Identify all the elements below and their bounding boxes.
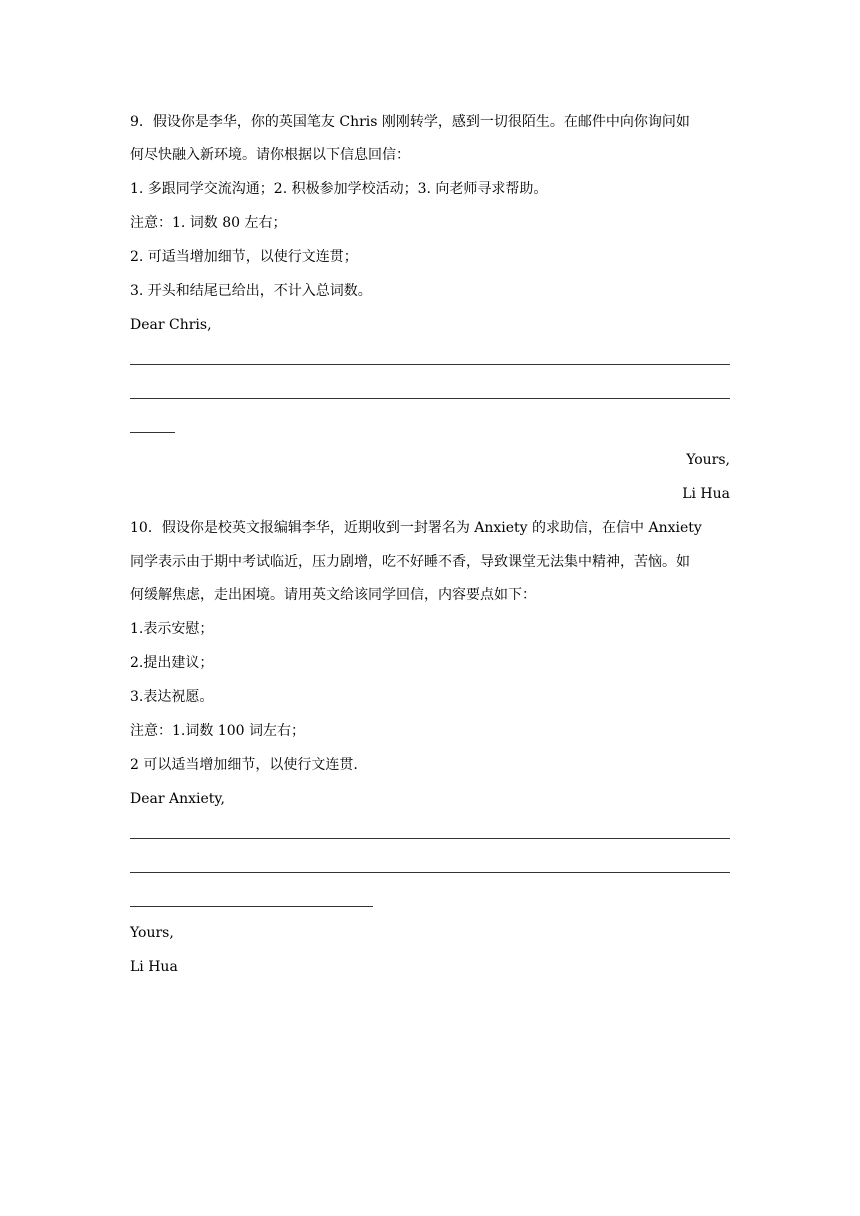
q10-note-2: 2 可以适当增加细节，以使行文连贯. <box>130 757 358 773</box>
q9-answer-line-3[interactable] <box>130 432 175 433</box>
q10-closing: Yours, <box>130 925 174 941</box>
q10-key-point-2: 2.提出建议； <box>130 655 214 671</box>
q10-key-point-3: 3.表达祝愿。 <box>130 689 214 705</box>
q9-prompt-line-1: 9．假设你是李华，你的英国笔友 Chris 刚刚转学，感到一切很陌生。在邮件中向你询问如 <box>130 114 690 130</box>
q10-answer-line-3[interactable] <box>130 906 373 907</box>
q10-prompt-line-1: 10．假设你是校英文报编辑李华，近期收到一封署名为 Anxiety 的求助信，在信中 Anxiety <box>130 520 702 536</box>
q9-prompt-line-2: 何尽快融入新环境。请你根据以下信息回信： <box>130 147 410 163</box>
q10-prompt-line-3: 何缓解焦虑，走出困境。请用英文给该同学回信，内容要点如下： <box>130 587 536 603</box>
q9-note-3: 3. 开头和结尾已给出，不计入总词数。 <box>130 283 372 299</box>
q9-answer-line-2[interactable] <box>130 398 730 399</box>
q10-answer-line-1[interactable] <box>130 838 730 839</box>
q9-note-2: 2. 可适当增加细节，以使行文连贯； <box>130 249 358 265</box>
q10-note-1: 注意：1.词数 100 词左右； <box>130 723 305 739</box>
q9-note-1: 注意：1. 词数 80 左右； <box>130 215 287 231</box>
q10-key-point-1: 1.表示安慰； <box>130 621 214 637</box>
q9-closing: Yours, <box>686 452 730 468</box>
q10-answer-line-2[interactable] <box>130 872 730 873</box>
q9-answer-line-1[interactable] <box>130 364 730 365</box>
q10-prompt-line-2: 同学表示由于期中考试临近，压力剧增，吃不好睡不香，导致课堂无法集中精神，苦恼。如 <box>130 554 690 570</box>
q10-signature: Li Hua <box>130 959 178 975</box>
q9-signature: Li Hua <box>682 486 730 502</box>
q9-key-points: 1. 多跟同学交流沟通；2. 积极参加学校活动；3. 向老师寻求帮助。 <box>130 181 548 197</box>
q10-greeting: Dear Anxiety, <box>130 791 225 807</box>
q9-greeting: Dear Chris, <box>130 317 212 333</box>
